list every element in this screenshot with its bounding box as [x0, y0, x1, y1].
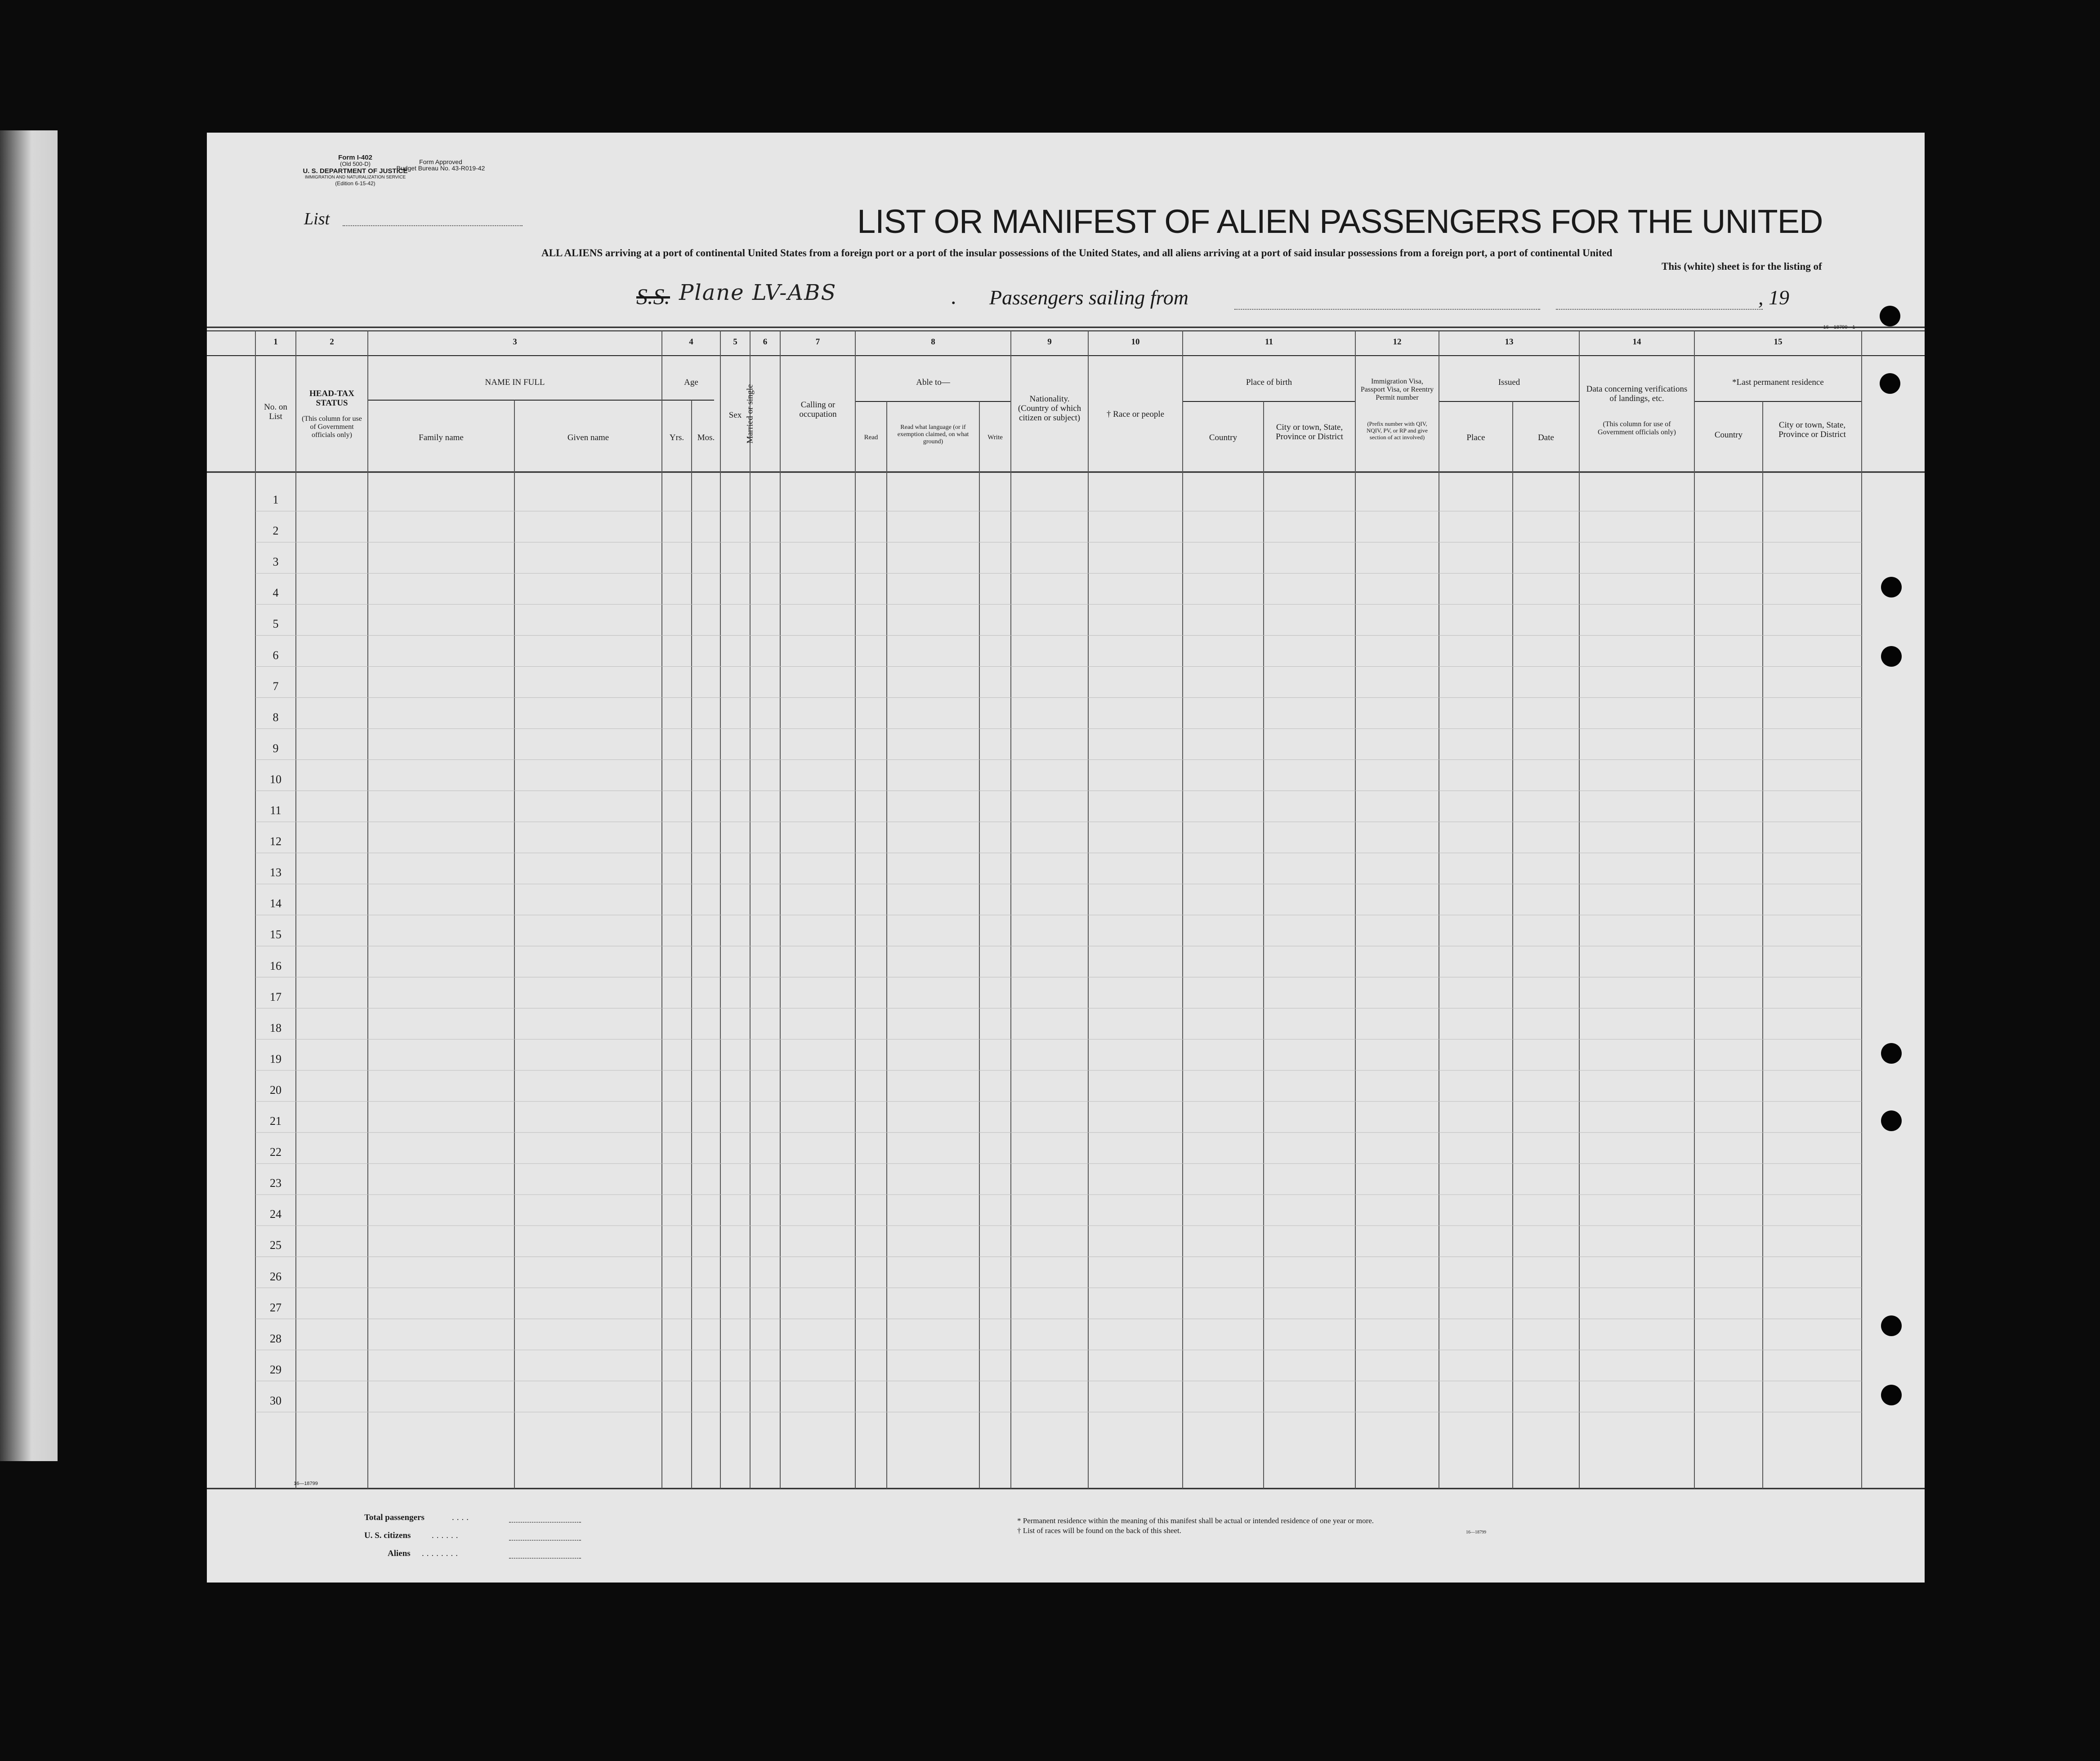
- row-number: 21: [270, 1115, 281, 1128]
- aliens-field[interactable]: [509, 1558, 581, 1559]
- total-passengers-dots: ....: [452, 1513, 471, 1522]
- header-immigration-visa-note: (Prefix number with QIV, NQIV, PV, or RP and give section of act involved): [1367, 420, 1428, 441]
- header-no-on-list: No. on List: [264, 402, 287, 421]
- row-number: 11: [270, 804, 281, 817]
- header-able-to: Able to—: [916, 378, 950, 387]
- sailing-from-label: Passengers sailing from: [989, 286, 1189, 309]
- table-footer-code: 16—18799: [294, 1481, 318, 1486]
- row-number: 26: [270, 1270, 281, 1283]
- intro-line-1: ALL ALIENS arriving at a port of continental United States from a foreign port or a port of the insular possessions of the United States, and all aliens arriving at a port of said insular possessions from a foreign port, a port of continental United: [541, 247, 1613, 259]
- punch-hole: [1881, 1385, 1902, 1405]
- total-passengers-field[interactable]: [509, 1522, 581, 1523]
- col-number-11: 11: [1265, 337, 1273, 347]
- header-age: Age: [684, 378, 698, 387]
- row-number: 12: [270, 835, 281, 848]
- header-married-or-single: Married or single: [745, 384, 755, 444]
- vessel-name: Plane LV-ABS: [679, 280, 837, 305]
- row-number: 30: [270, 1394, 281, 1407]
- row-number: 16: [270, 959, 281, 972]
- footnote-residence: * Permanent residence within the meaning of this manifest shall be actual or intended residence of one year or more.: [1017, 1516, 1374, 1525]
- col-number-14: 14: [1632, 337, 1641, 347]
- punch-hole: [1880, 306, 1900, 326]
- footnote-races: † List of races will be found on the back of this sheet.: [1017, 1526, 1181, 1535]
- col-number-8: 8: [931, 337, 935, 347]
- row-number: 20: [270, 1083, 281, 1097]
- row-number: 1: [273, 493, 279, 506]
- header-given-name: Given name: [567, 433, 609, 442]
- total-passengers-label: Total passengers: [364, 1513, 424, 1522]
- row-number: 28: [270, 1332, 281, 1345]
- row-number: 3: [273, 555, 279, 569]
- col-number-7: 7: [815, 337, 820, 347]
- us-citizens-label: U. S. citizens: [364, 1531, 411, 1540]
- aliens-dots: ........: [422, 1549, 460, 1558]
- header-lr-city: City or town, State, Province or District: [1778, 420, 1846, 439]
- col-number-1: 1: [273, 337, 278, 347]
- row-number: 18: [270, 1021, 281, 1034]
- header-yrs: Yrs.: [669, 433, 684, 442]
- row-number: 7: [273, 679, 279, 693]
- list-label: List: [304, 210, 330, 228]
- header-pob-country: Country: [1209, 433, 1238, 442]
- col-number-15: 15: [1774, 337, 1783, 347]
- punch-hole: [1881, 646, 1902, 667]
- header-last-residence: *Last permanent residence: [1732, 378, 1824, 387]
- col-number-6: 6: [763, 337, 768, 347]
- col-number-9: 9: [1047, 337, 1052, 347]
- row-number: 14: [270, 897, 281, 910]
- row-number: 2: [273, 524, 279, 538]
- header-family-name: Family name: [419, 433, 464, 442]
- punch-hole: [1881, 1315, 1902, 1336]
- us-citizens-dots: ......: [432, 1531, 461, 1540]
- col-number-3: 3: [513, 337, 517, 347]
- col-number-12: 12: [1393, 337, 1402, 347]
- row-number: 10: [270, 772, 281, 786]
- intro-line-2: This (white) sheet is for the listing of: [1662, 261, 1822, 272]
- footnote-code: 16—18799: [1466, 1530, 1486, 1535]
- row-number: 17: [270, 990, 281, 1003]
- manifest-sheet: [207, 133, 1925, 1583]
- old-number: (Old 500-D): [340, 160, 371, 167]
- header-name-in-full: NAME IN FULL: [485, 378, 545, 387]
- header-data-concerning: Data concerning verifications of landings, etc.: [1586, 384, 1688, 403]
- service: IMMIGRATION AND NATURALIZATION SERVICE: [304, 175, 406, 180]
- col-number-2: 2: [330, 337, 334, 347]
- header-race: † Race or people: [1106, 410, 1165, 419]
- manifest-grid: [207, 133, 1925, 1583]
- punch-hole: [1881, 1110, 1902, 1131]
- header-calling: Calling or occupation: [799, 400, 837, 419]
- row-number: 22: [270, 1146, 281, 1159]
- row-number: 9: [273, 741, 279, 755]
- row-number: 25: [270, 1239, 281, 1252]
- header-sex: Sex: [728, 410, 742, 420]
- header-pob-city: City or town, State, Province or District: [1276, 423, 1343, 441]
- form-approved: Form Approved: [419, 158, 462, 165]
- budget-bureau: Budget Bureau No. 43-R019-42: [396, 165, 485, 172]
- row-number: 5: [273, 617, 279, 631]
- punch-hole: [1881, 577, 1902, 597]
- header-read: Read: [864, 434, 878, 441]
- row-number: 27: [270, 1301, 281, 1314]
- row-number: 15: [270, 928, 281, 941]
- row-number: 8: [273, 710, 279, 724]
- row-number: 4: [273, 586, 279, 600]
- header-write: Write: [987, 434, 1003, 441]
- header-head-tax-note: (This column for use of Government officials only): [302, 415, 362, 439]
- aliens-label: Aliens: [388, 1549, 411, 1558]
- header-head-tax: HEAD-TAX STATUS: [309, 389, 354, 408]
- row-number: 13: [270, 866, 281, 879]
- row-number: 24: [270, 1208, 281, 1221]
- us-citizens-field[interactable]: [509, 1540, 581, 1541]
- department: U. S. DEPARTMENT OF JUSTICE: [303, 167, 408, 175]
- header-issued-place: Place: [1466, 433, 1485, 442]
- col-number-5: 5: [733, 337, 737, 347]
- vessel-prefix: S.S.: [636, 284, 670, 309]
- punch-hole: [1880, 373, 1900, 394]
- header-immigration-visa: Immigration Visa, Passport Visa, or Reentry Permit number: [1360, 378, 1434, 401]
- adjacent-page-strip: [0, 130, 58, 1461]
- header-read-language: Read what language (or if exemption claimed, on what ground): [897, 424, 969, 445]
- header-data-concerning-note: (This column for use of Government officials only): [1598, 420, 1676, 436]
- page-title: LIST OR MANIFEST OF ALIEN PASSENGERS FOR THE UNITED: [857, 203, 1823, 240]
- row-number: 19: [270, 1052, 281, 1066]
- header-place-of-birth: Place of birth: [1246, 378, 1292, 387]
- punch-hole: [1881, 1043, 1902, 1064]
- col-number-13: 13: [1505, 337, 1514, 347]
- header-mos: Mos.: [697, 433, 715, 442]
- year-prefix: , 19: [1758, 286, 1789, 309]
- row-number: 6: [273, 648, 279, 662]
- row-number: 29: [270, 1363, 281, 1376]
- col-number-4: 4: [689, 337, 693, 347]
- header-nationality: Nationality. (Country of which citizen or subject): [1018, 394, 1081, 423]
- edition: (Edition 6-15-42): [335, 180, 375, 187]
- row-number: 23: [270, 1177, 281, 1190]
- header-issued: Issued: [1498, 378, 1520, 387]
- vessel-period: .: [951, 284, 956, 309]
- header-lr-country: Country: [1714, 430, 1743, 440]
- col-number-10: 10: [1131, 337, 1140, 347]
- form-number: Form I-402: [338, 154, 372, 161]
- header-issued-date: Date: [1538, 433, 1554, 442]
- form-code-top: 16—18790—1: [1823, 325, 1855, 330]
